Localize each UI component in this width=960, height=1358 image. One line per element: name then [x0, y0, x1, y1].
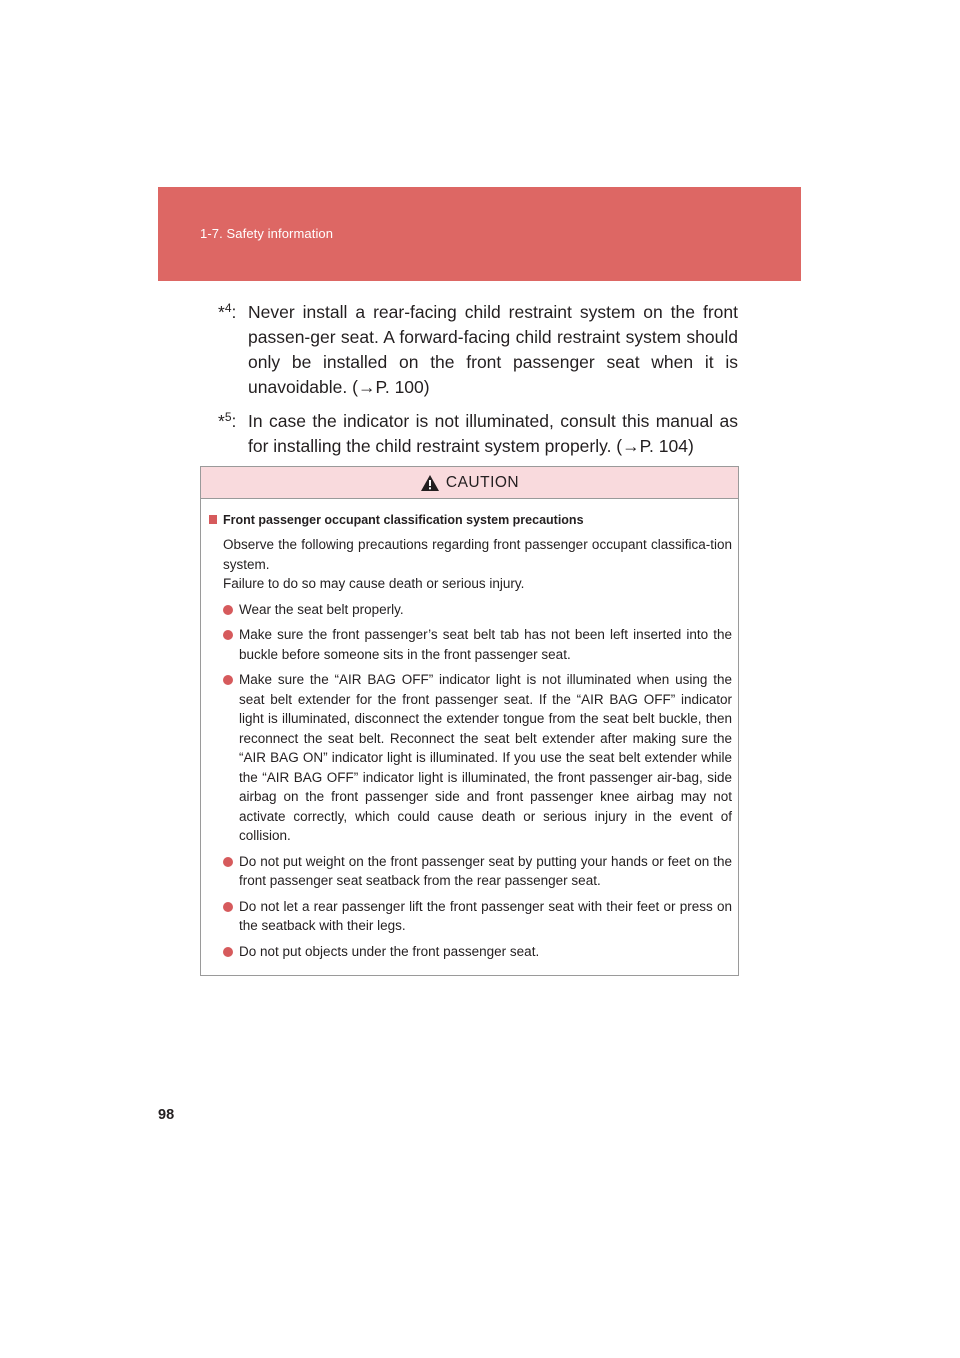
caution-body — [201, 499, 738, 961]
bullet-dot-icon — [223, 675, 233, 685]
footnote-text: In case the indicator is not illuminated, consult this manual as for installing the child restraint system properly. (→P. 104) — [248, 411, 738, 456]
bullet-dot-icon — [223, 902, 233, 912]
bullet-dot-icon — [223, 605, 233, 615]
bullet-dot-icon — [223, 947, 233, 957]
section-header-band — [158, 187, 801, 281]
list-item: Do not put objects under the front passenger seat. — [209, 942, 732, 962]
caution-intro — [209, 535, 732, 594]
caution-intro-line-1: Observe the following precautions regarding front passenger occupant classifica-tion system. — [223, 537, 732, 572]
list-item: Wear the seat belt properly. — [209, 600, 732, 620]
footnote-text: Never install a rear-facing child restraint system on the front passen-ger seat. A forward-facing child restraint system should only be installed on the front passenger seat when it is unavoidable. (→P. 100) — [248, 302, 738, 397]
section-title: 1-7. Safety information — [200, 226, 334, 241]
bullet-dot-icon — [223, 857, 233, 867]
list-item: Do not let a rear passenger lift the front passenger seat with their feet or press on the seatback with their legs. — [209, 897, 732, 936]
footnote-5 — [213, 409, 738, 459]
bullet-dot-icon — [223, 630, 233, 640]
page-number: 98 — [158, 1107, 175, 1123]
caution-heading: Front passenger occupant classification system precautions — [209, 511, 732, 529]
footnote-marker: *$^5$: — [218, 410, 237, 431]
caution-title: CAUTION — [445, 473, 520, 491]
square-bullet-icon — [209, 515, 217, 524]
footnote-number: 4 — [224, 301, 232, 315]
list-item: Do not put weight on the front passenger seat by putting your hands or feet on the front passenger seat seatback from the rear passenger seat. — [209, 852, 732, 891]
footnote-number: 5 — [224, 410, 232, 424]
footnote-4 — [213, 300, 738, 400]
caution-intro-line-2: Failure to do so may cause death or serious injury. — [223, 576, 525, 591]
caution-header — [201, 467, 738, 499]
warning-triangle-icon — [420, 474, 440, 492]
caution-box — [200, 466, 739, 976]
footnote-marker: *$^4$: — [218, 301, 237, 322]
footnotes — [213, 300, 738, 468]
list-item: Make sure the front passenger’s seat belt tab has not been left inserted into the buckle before someone sits in the front passenger seat. — [209, 625, 732, 664]
list-item: Make sure the “AIR BAG OFF” indicator light is not illuminated when using the seat belt extender for the front passenger seat. If the “AIR BAG OFF” indicator light is illuminated, disconnect the extender tongue from the seat belt buckle, then reconnect the seat belt. Reconnect the seat belt extender after making sure the “AIR BAG ON” indicator light is illuminated. If you use the seat belt extender while the “AIR BAG OFF” indicator light is illuminated, the front passenger air-bag, side airbag on the front passenger side and front passenger knee airbag may not activate correctly, which could cause death or serious injury in the event of collision. — [209, 670, 732, 846]
